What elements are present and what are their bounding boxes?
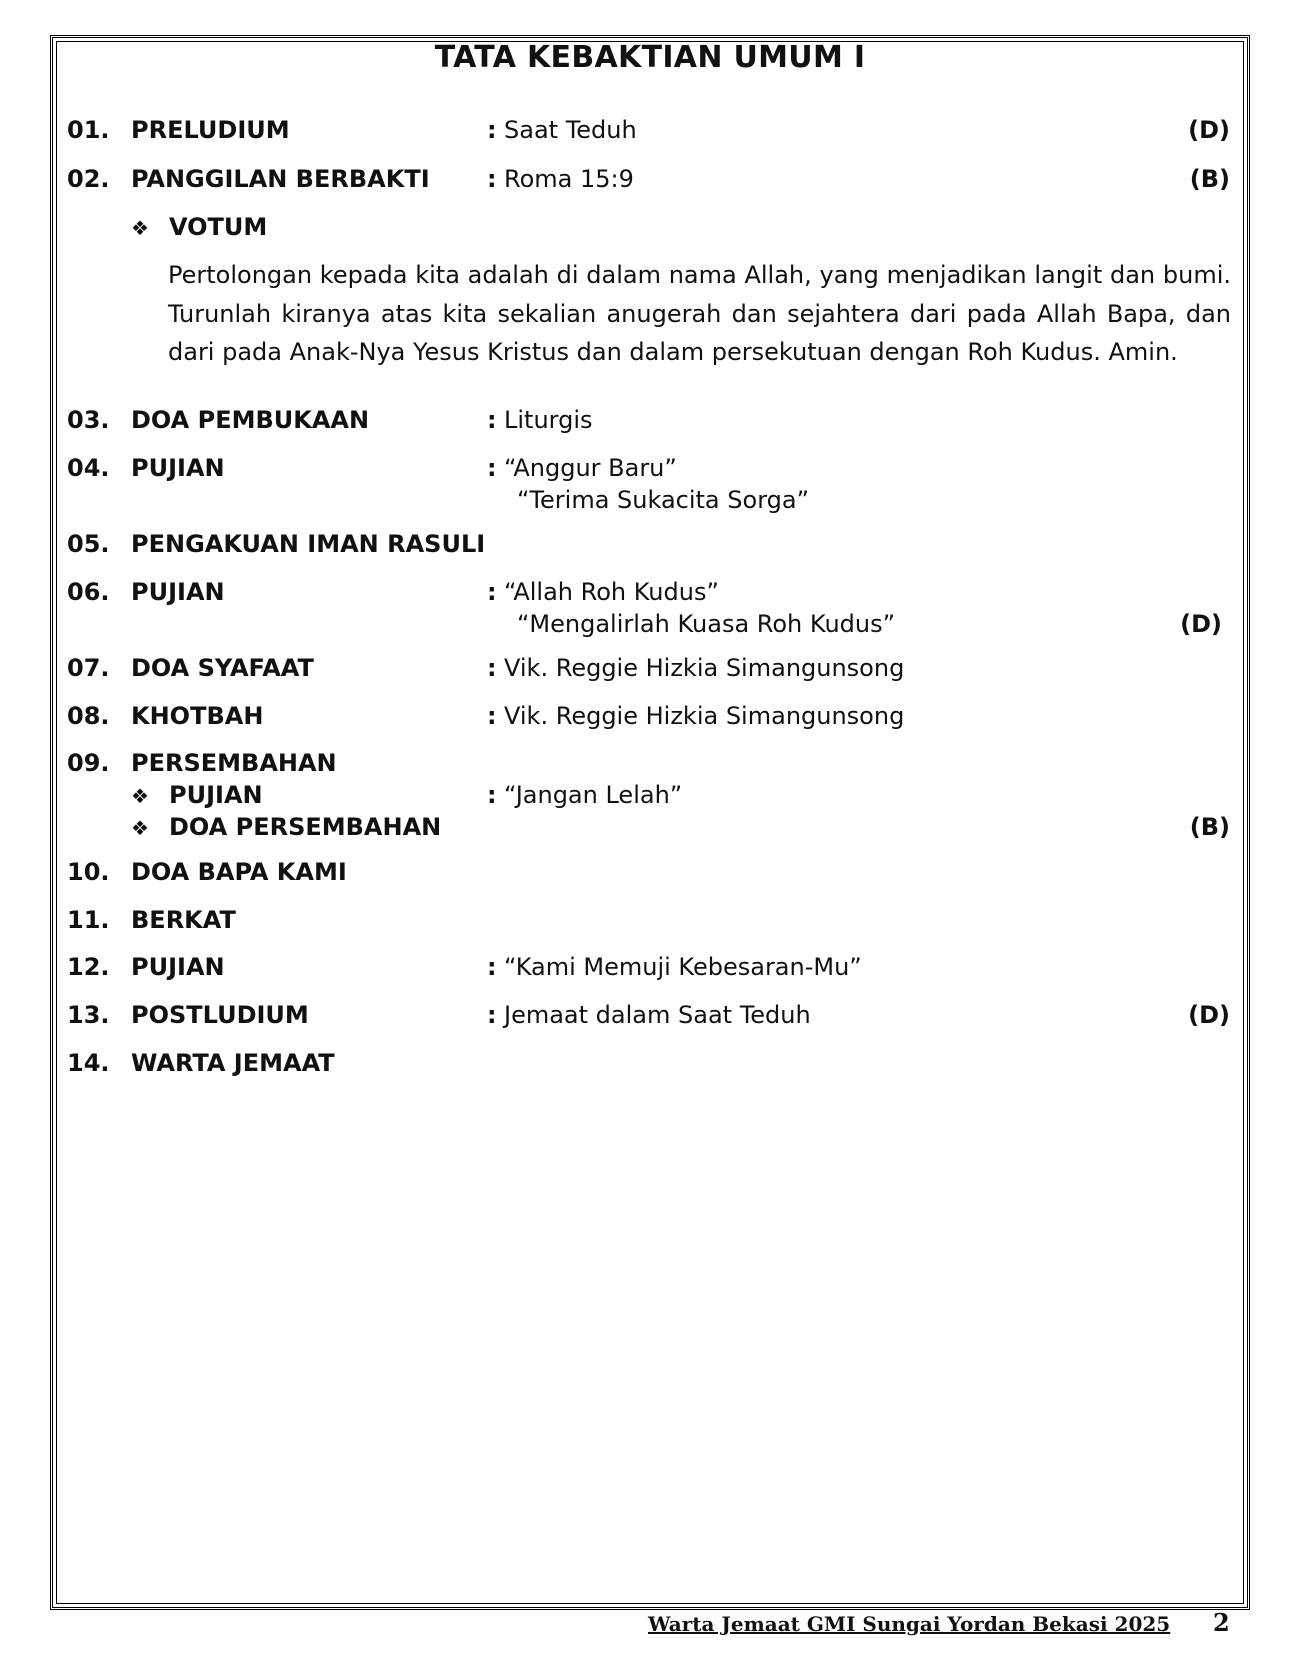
item-colon: : <box>487 116 497 144</box>
item-colon: : <box>487 578 497 606</box>
item-colon: : <box>487 454 497 482</box>
item-label: PENGAKUAN IMAN RASULI <box>131 530 486 558</box>
item-mark: (D) <box>1188 116 1230 144</box>
item-number: 03. <box>67 406 110 434</box>
item-label: PUJIAN <box>131 454 225 482</box>
item-value: Vik. Reggie Hizkia Simangunsong <box>504 654 905 682</box>
item-number: 04. <box>67 454 110 482</box>
item-value: “Jangan Lelah” <box>504 781 683 809</box>
votum-label: VOTUM <box>169 213 268 241</box>
item-number: 13. <box>67 1001 110 1029</box>
item-number: 01. <box>67 116 110 144</box>
item-number: 10. <box>67 858 110 886</box>
item-label: DOA PEMBUKAAN <box>131 406 370 434</box>
footer-text: Warta Jemaat GMI Sungai Yordan Bekasi 2025 <box>648 1612 1171 1636</box>
diamond-bullet-icon: ❖ <box>131 784 149 808</box>
item-number: 07. <box>67 654 110 682</box>
item-label: DOA SYAFAAT <box>131 654 314 682</box>
item-value: “Anggur Baru” <box>504 454 677 482</box>
item-label: PERSEMBAHAN <box>131 749 337 777</box>
diamond-bullet-icon: ❖ <box>131 816 149 840</box>
item-label: PUJIAN <box>131 578 225 606</box>
sub-item-label: DOA PERSEMBAHAN <box>169 813 442 841</box>
diamond-bullet-icon: ❖ <box>131 216 149 240</box>
item-label: PANGGILAN BERBAKTI <box>131 165 430 193</box>
item-number: 08. <box>67 702 110 730</box>
item-value: “Allah Roh Kudus” <box>504 578 719 606</box>
page-title: TATA KEBAKTIAN UMUM I <box>434 40 866 75</box>
item-label: POSTLUDIUM <box>131 1001 309 1029</box>
votum-text: Pertolongan kepada kita adalah di dalam nama Allah, yang menjadikan langit dan bumi. Turunlah kiranya atas kita sekalian anugerah dan sejahtera dari pada Allah Bapa, dan dari pada Anak-Nya Yesus Kristus dan dalam persekutuan dengan Roh Kudus. Amin. <box>168 261 1231 366</box>
item-value: Roma 15:9 <box>504 165 634 193</box>
item-label: WARTA JEMAAT <box>131 1049 335 1077</box>
sub-item-label-group <box>131 779 263 812</box>
item-label: PRELUDIUM <box>131 116 290 144</box>
item-label: DOA BAPA KAMI <box>131 858 347 886</box>
votum-label-group <box>131 211 267 244</box>
item-colon: : <box>487 953 497 981</box>
item-number: 14. <box>67 1049 110 1077</box>
item-colon: : <box>487 406 497 434</box>
item-number: 12. <box>67 953 110 981</box>
item-colon: : <box>487 165 497 193</box>
page-number: 2 <box>1213 1608 1230 1637</box>
item-colon: : <box>487 702 497 730</box>
item-mark: (B) <box>1189 813 1230 841</box>
item-label: KHOTBAH <box>131 702 264 730</box>
item-number: 09. <box>67 749 110 777</box>
item-label: BERKAT <box>131 906 236 934</box>
item-colon: : <box>487 654 497 682</box>
item-number: 02. <box>67 165 110 193</box>
item-value: Saat Teduh <box>504 116 637 144</box>
item-value-secondary: “Terima Sukacita Sorga” <box>517 486 810 514</box>
item-number: 05. <box>67 530 110 558</box>
item-number: 06. <box>67 578 110 606</box>
item-colon: : <box>487 781 497 809</box>
item-number: 11. <box>67 906 110 934</box>
item-label: PUJIAN <box>131 953 225 981</box>
item-value: Vik. Reggie Hizkia Simangunsong <box>504 702 905 730</box>
item-mark: (D) <box>1180 610 1222 638</box>
item-value: Liturgis <box>504 406 593 434</box>
item-value: “Kami Memuji Kebesaran-Mu” <box>504 953 862 981</box>
sub-item-label: PUJIAN <box>169 781 263 809</box>
sub-item-label-group <box>131 811 441 844</box>
item-value-secondary: “Mengalirlah Kuasa Roh Kudus” <box>517 610 896 638</box>
item-value: Jemaat dalam Saat Teduh <box>504 1001 811 1029</box>
item-mark: (D) <box>1188 1001 1230 1029</box>
item-colon: : <box>487 1001 497 1029</box>
item-mark: (B) <box>1189 165 1230 193</box>
